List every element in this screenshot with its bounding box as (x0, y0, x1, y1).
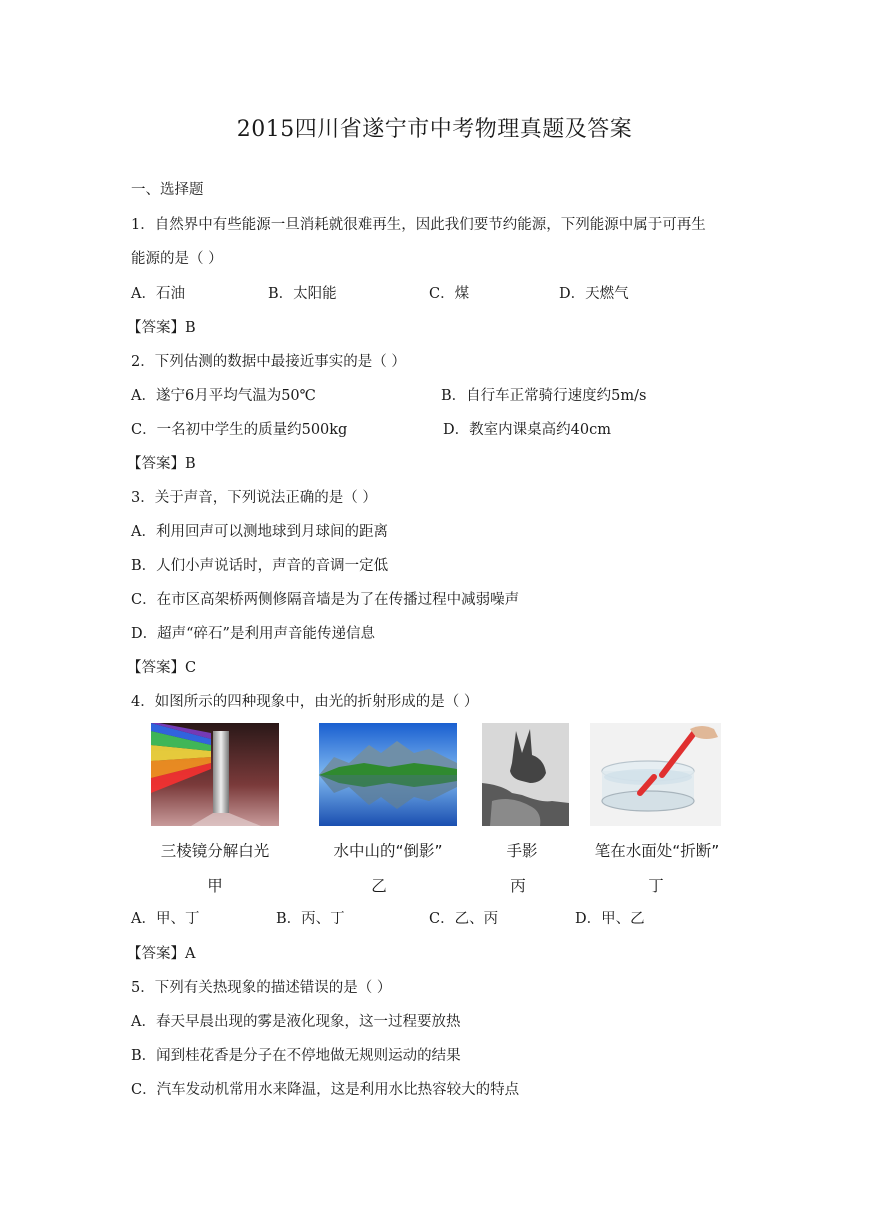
q1-answer: 【答案】B (127, 320, 196, 336)
q2-answer: 【答案】B (127, 456, 196, 472)
q3-answer: 【答案】C (127, 660, 197, 676)
q1-option-b: B．太阳能 (268, 286, 337, 302)
q3-option-c: C．在市区高架桥两侧修隔音墙是为了在传播过程中减弱噪声 (131, 592, 520, 608)
q3-option-d: D．超声“碎石”是利用声音能传递信息 (131, 626, 375, 642)
q5-option-b: B．闻到桂花香是分子在不停地做无规则运动的结果 (131, 1048, 461, 1064)
q2-option-c: C．一名初中学生的质量约500kg (131, 422, 348, 438)
figure-caption-ding: 笔在水面处“折断” (594, 842, 720, 860)
q1-option-a: A．石油 (131, 286, 185, 302)
prism-dispersion-image (151, 723, 279, 826)
q3-option-a: A．利用回声可以测地球到月球间的距离 (131, 524, 388, 540)
q1-stem-line2: 能源的是（ ） (131, 251, 223, 267)
figure-caption-yi: 水中山的“倒影” (333, 842, 443, 860)
q2-option-b: B．自行车正常骑行速度约5m/s (441, 388, 647, 404)
q5-stem: 5．下列有关热现象的描述错误的是（ ） (131, 980, 392, 996)
q4-option-b: B．丙、丁 (276, 911, 345, 927)
pen-in-water-image (590, 723, 721, 826)
q1-stem-line1: 1．自然界中有些能源一旦消耗就很难再生，因此我们要节约能源，下列能源中属于可再生 (131, 217, 706, 233)
section-heading: 一、选择题 (131, 182, 204, 198)
figure-label-jia: 甲 (207, 877, 223, 895)
q4-option-a: A．甲、丁 (131, 911, 200, 927)
q5-option-c: C．汽车发动机常用水来降温，这是利用水比热容较大的特点 (131, 1082, 520, 1098)
hand-shadow-image (482, 723, 569, 826)
figure-label-ding: 丁 (648, 877, 664, 895)
figure-caption-bing: 手影 (506, 842, 538, 860)
q1-option-c: C．煤 (429, 286, 470, 302)
q2-option-d: D．教室内课桌高约40cm (443, 422, 611, 438)
q3-stem: 3．关于声音，下列说法正确的是（ ） (131, 490, 377, 506)
mountain-reflection-image (319, 723, 457, 826)
page-title: 2015四川省遂宁市中考物理真题及答案 (236, 117, 633, 142)
q2-option-a: A．遂宁6月平均气温为50℃ (131, 388, 316, 404)
q4-option-c: C．乙、丙 (429, 911, 499, 927)
figure-caption-jia: 三棱镜分解白光 (160, 842, 270, 860)
q4-answer: 【答案】A (127, 946, 196, 962)
q1-option-d: D．天燃气 (559, 286, 629, 302)
figure-label-yi: 乙 (371, 877, 387, 895)
q3-option-b: B．人们小声说话时，声音的音调一定低 (131, 558, 389, 574)
q2-stem: 2．下列估测的数据中最接近事实的是（ ） (131, 354, 406, 370)
q4-option-d: D．甲、乙 (575, 911, 645, 927)
q4-stem: 4．如图所示的四种现象中，由光的折射形成的是（ ） (131, 694, 479, 710)
figure-label-bing: 丙 (510, 877, 526, 895)
q5-option-a: A．春天早晨出现的雾是液化现象，这一过程要放热 (131, 1014, 461, 1030)
